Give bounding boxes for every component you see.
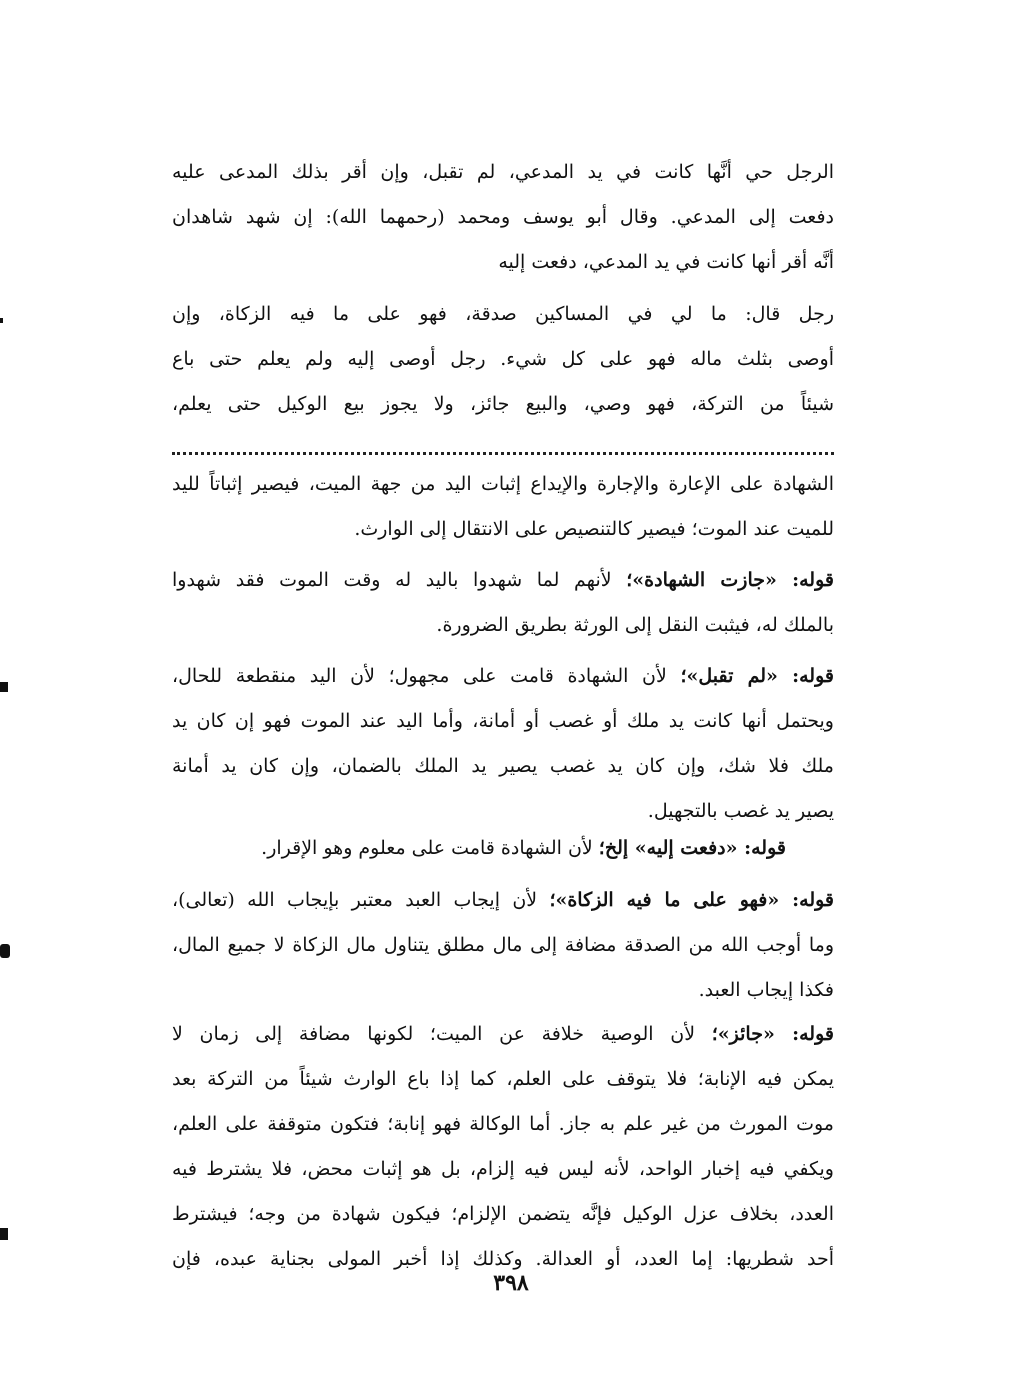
- text-line: ملك فلا شك، وإن كان يد غصب يصير يد الملك بالضمان، وإن كان يد أمانة: [172, 755, 834, 777]
- footnote-divider: [172, 452, 834, 455]
- main-text-paragraph-2: [172, 292, 834, 427]
- text-line: موت المورث من غير علم به جاز. أما الوكالة فهو إنابة؛ فتكون متوقفة على العلم،: [172, 1113, 834, 1135]
- text-line: بالملك له، فيثبت النقل إلى الورثة بطريق الضرورة.: [436, 614, 834, 636]
- commentary-note-2: [172, 654, 834, 834]
- text-line: شيئاً من التركة، فهو وصي، والبيع جائز، ولا يجوز بيع الوكيل حتى يعلم،: [172, 393, 834, 415]
- text-line: أوصى بثلث ماله فهو على كل شيء. رجل أوصى إليه ولم يعلم حتى باع: [172, 348, 834, 370]
- text-line: فكذا إيجاب العبد.: [698, 979, 834, 1001]
- text-line: قوله: «دفعت إليه» إلخ؛ لأن الشهادة قامت على معلوم وهو الإقرار.: [261, 837, 786, 859]
- text-line: يمكن فيه الإنابة؛ فلا يتوقف على العلم، كما إذا باع الوارث شيئاً من التركة بعد: [172, 1068, 834, 1090]
- scan-edge-mark: [0, 944, 10, 958]
- text-line: أنَّه أقر أنها كانت في يد المدعي، دفعت إليه: [498, 251, 834, 273]
- text-line: قوله: «لم تقبل»؛ لأن الشهادة قامت على مجهول؛ لأن اليد منقطعة للحال،: [172, 665, 834, 687]
- text-line: دفعت إلى المدعي. وقال أبو يوسف ومحمد (رحمهما الله): إن شهد شاهدان: [172, 206, 834, 228]
- text-line: رجل قال: ما لي في المساكين صدقة، فهو على ما فيه الزكاة، وإن: [172, 303, 834, 325]
- commentary-note-1: [172, 558, 834, 648]
- scan-edge-mark: [0, 1228, 8, 1240]
- text-line: أحد شطريها: إما العدد، أو العدالة. وكذلك إذا أخبر المولى بجناية عبده، فإن: [172, 1248, 834, 1270]
- commentary-lead: قوله: «دفعت إليه» إلخ؛: [598, 837, 786, 859]
- commentary-lead: قوله: «جائز»؛: [711, 1023, 834, 1045]
- page-number: ٣٩٨: [493, 1270, 529, 1296]
- text-line: ويحتمل أنها كانت يد ملك أو غصب أو أمانة، وأما اليد عند الموت فهو إن كان يد: [172, 710, 834, 732]
- text-line: ويكفي فيه إخبار الواحد، لأنه ليس فيه إلزام، بل هو إثبات محض، فلا يشترط فيه: [172, 1158, 834, 1180]
- text-line: الشهادة على الإعارة والإجارة والإيداع إثبات اليد من جهة الميت، فيصير إثباتاً لليد: [172, 473, 834, 495]
- text-line: قوله: «جازت الشهادة»؛ لأنهم لما شهدوا باليد له وقت الموت فقد شهدوا: [172, 569, 834, 591]
- text-line: العدد، بخلاف عزل الوكيل فإنَّه يتضمن الإلزام؛ فيكون شهادة من وجه؛ فيشترط: [172, 1203, 834, 1225]
- commentary-note-5: [172, 1012, 834, 1282]
- commentary-note-4: [172, 878, 834, 1013]
- commentary-lead: قوله: «لم تقبل»؛: [680, 665, 834, 687]
- commentary-lead: قوله: «فهو على ما فيه الزكاة»؛: [549, 889, 835, 911]
- text-line: الرجل حي أنَّها كانت في يد المدعي، لم تقبل، وإن أقر بذلك المدعى عليه: [172, 161, 834, 183]
- text-line: يصير يد غصب بالتجهيل.: [647, 800, 834, 822]
- text-line: وما أوجب الله من الصدقة مضافة إلى مال مطلق يتناول مال الزكاة لا جميع المال،: [172, 934, 834, 956]
- scan-edge-mark: [0, 318, 3, 323]
- text-line: قوله: «جائز»؛ لأن الوصية خلافة عن الميت؛ لكونها مضافة إلى زمان لا: [172, 1023, 834, 1045]
- text-line: قوله: «فهو على ما فيه الزكاة»؛ لأن إيجاب العبد معتبر بإيجاب الله (تعالى)،: [172, 889, 835, 911]
- main-text-paragraph-1: [172, 150, 834, 285]
- commentary-intro: [172, 462, 834, 552]
- scan-edge-mark: [0, 682, 8, 692]
- text-line: للميت عند الموت؛ فيصير كالتنصيص على الانتقال إلى الوارث.: [354, 518, 834, 540]
- commentary-lead: قوله: «جازت الشهادة»؛: [626, 569, 834, 591]
- commentary-note-3: [172, 826, 834, 871]
